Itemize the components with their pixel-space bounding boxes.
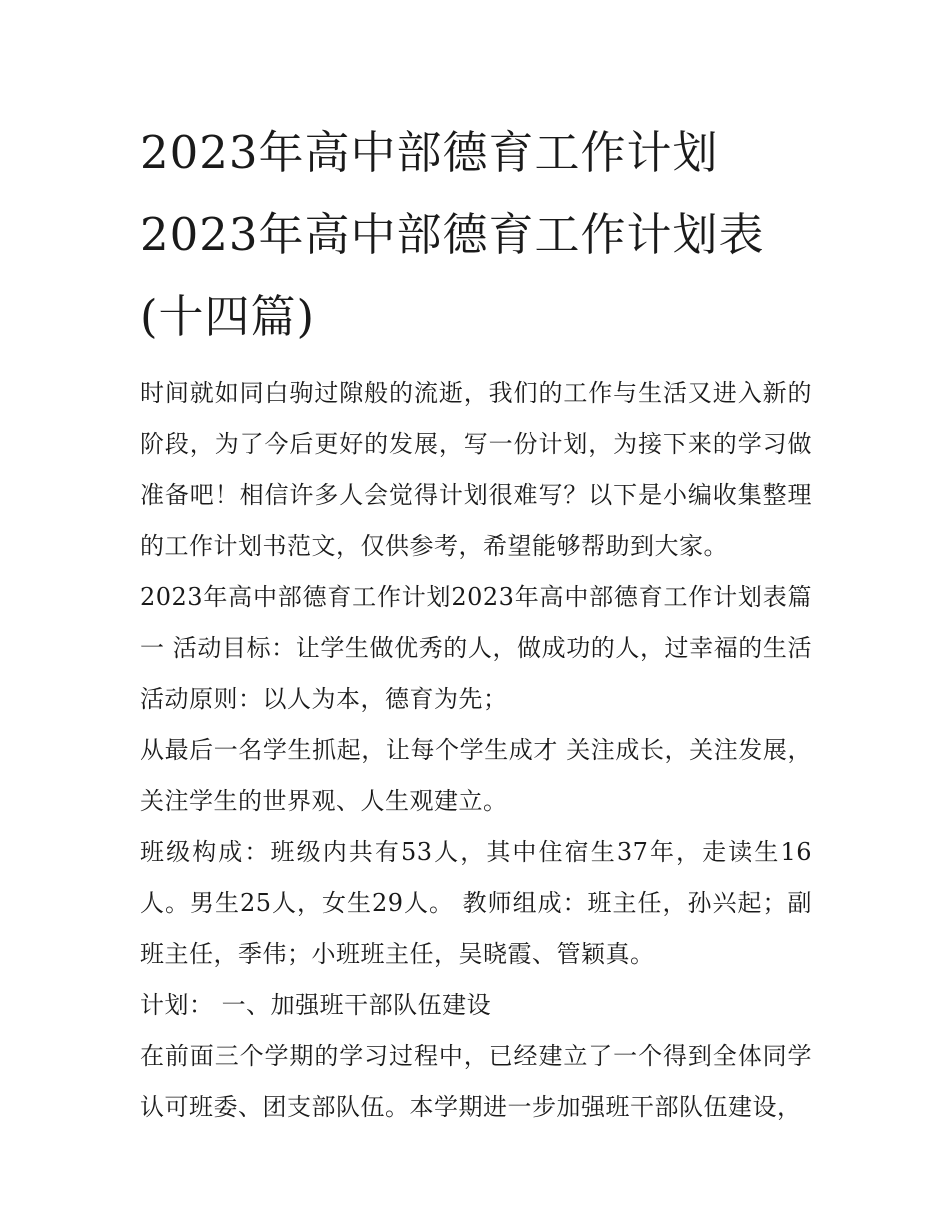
principle-paragraph: 从最后一名学生抓起，让每个学生成才 关注成长，关注发展，关注学生的世界观、人生观建立。 [140, 736, 812, 815]
intro-paragraph: 时间就如同白驹过隙般的流逝，我们的工作与生活又进入新的阶段，为了今后更好的发展，写一份计划，为接下来的学习做准备吧！相信许多人会觉得计划很难写？以下是小编收集整理的工作计划书范文，仅供参考，希望能够帮助到大家。 [140, 379, 812, 560]
document-body [140, 368, 812, 1133]
title-line-2: 2023年高中部德育工作计划表 [140, 208, 765, 261]
document-title [140, 112, 812, 358]
document-page [140, 112, 812, 1133]
section-one-paragraph: 2023年高中部德育工作计划2023年高中部德育工作计划表篇一 活动目标：让学生做优秀的人，做成功的人，过幸福的生活 活动原则：以人为本，德育为先； [140, 583, 812, 713]
title-line-3: (十四篇) [140, 290, 316, 343]
title-line-1: 2023年高中部德育工作计划 [140, 126, 719, 179]
plan-detail-paragraph: 在前面三个学期的学习过程中，已经建立了一个得到全体同学认可班委、团支部队伍。本学期进一步加强班干部队伍建设， [140, 1042, 812, 1121]
class-composition-paragraph: 班级构成：班级内共有53人，其中住宿生37年，走读生16人。男生25人，女生29人。 教师组成：班主任，孙兴起；副班主任，季伟；小班班主任，吴晓霞、管颖真。 [140, 838, 812, 968]
plan-heading-paragraph: 计划： 一、加强班干部队伍建设 [140, 991, 492, 1019]
